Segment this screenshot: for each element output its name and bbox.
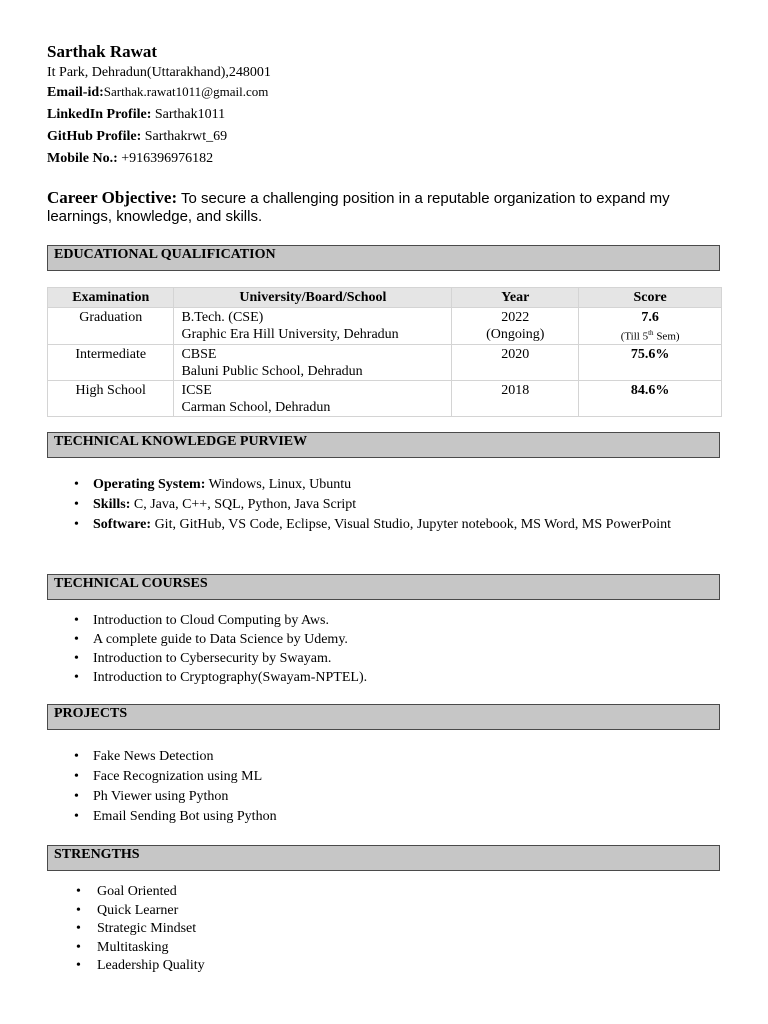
year-cell xyxy=(452,308,579,345)
email-label: Email-id: xyxy=(47,85,104,100)
section-title: TECHNICAL KNOWLEDGE PURVIEW xyxy=(54,434,308,449)
exam-cell: Graduation xyxy=(48,308,174,345)
item-text: Git, GitHub, VS Code, Eclipse, Visual Studio, Jupyter notebook, MS Word, MS PowerPoint xyxy=(151,517,672,532)
list-item: • Strategic Mindset xyxy=(47,920,687,939)
table-header-row xyxy=(48,288,722,308)
year-cell xyxy=(452,380,579,416)
score-note xyxy=(579,326,721,344)
score: 84.6% xyxy=(630,382,670,398)
item-text: C, Java, C++, SQL, Python, Java Script xyxy=(130,497,357,512)
linkedin-line xyxy=(47,107,225,123)
institution: Baluni Public School, Dehradun xyxy=(181,363,363,379)
objective-label: Career Objective: xyxy=(47,188,178,207)
year-note: (Ongoing) xyxy=(486,327,545,342)
degree: B.Tech. (CSE) xyxy=(181,310,264,325)
technical-list xyxy=(47,475,687,535)
table-row xyxy=(48,308,722,345)
column-header: University/Board/School xyxy=(174,288,452,308)
item-label: Operating System: xyxy=(93,477,206,492)
column-header: Examination xyxy=(48,288,174,308)
item-text: Windows, Linux, Ubuntu xyxy=(205,477,352,492)
list-item: • Quick Learner xyxy=(47,902,687,921)
section-title: EDUCATIONAL QUALIFICATION xyxy=(54,247,276,262)
list-item: • A complete guide to Data Science by Udemy. xyxy=(47,630,687,649)
email-value: Sarthak.rawat1011@gmail.com xyxy=(103,84,269,99)
github-value: Sarthakrwt_69 xyxy=(144,129,228,144)
list-item xyxy=(47,515,687,535)
address: It Park, Dehradun(Uttarakhand),248001 xyxy=(47,65,271,80)
career-objective xyxy=(47,189,727,226)
section-title: STRENGTHS xyxy=(54,847,140,862)
education-table xyxy=(47,287,722,417)
list-item: • Introduction to Cryptography(Swayam-NPTEL). xyxy=(47,668,687,687)
score-cell xyxy=(579,380,722,416)
email-line xyxy=(47,84,268,101)
item-label: Software: xyxy=(93,517,152,532)
section-title: PROJECTS xyxy=(54,706,128,721)
github-label: GitHub Profile: xyxy=(47,129,142,144)
column-header: Score xyxy=(579,288,722,308)
exam-cell: Intermediate xyxy=(48,344,174,380)
section-education xyxy=(47,245,720,271)
linkedin-value: Sarthak1011 xyxy=(154,107,226,122)
list-item: • Introduction to Cloud Computing by Aws. xyxy=(47,611,687,630)
score-cell xyxy=(579,308,722,345)
year: 2022 xyxy=(501,310,530,325)
institution: Graphic Era Hill University, Dehradun xyxy=(181,327,399,342)
section-title: TECHNICAL COURSES xyxy=(54,576,208,591)
list-item xyxy=(47,475,687,495)
candidate-name: Sarthak Rawat xyxy=(47,42,158,61)
section-projects xyxy=(47,704,720,730)
score: 75.6% xyxy=(630,346,670,362)
item-label: Skills: xyxy=(93,497,131,512)
linkedin-label: LinkedIn Profile: xyxy=(47,107,152,122)
score-note-sup: th xyxy=(648,329,654,337)
mobile-value: +916396976182 xyxy=(121,151,214,166)
list-item: • Email Sending Bot using Python xyxy=(47,807,687,827)
year-cell xyxy=(452,344,579,380)
score-note-text2: Sem) xyxy=(653,330,680,343)
list-item: • Multitasking xyxy=(47,939,687,958)
mobile-label: Mobile No.: xyxy=(47,151,118,166)
score: 7.6 xyxy=(641,310,659,325)
section-strengths xyxy=(47,845,720,871)
list-item: • Face Recognization using ML xyxy=(47,767,687,787)
section-courses xyxy=(47,574,720,600)
list-item: • Introduction to Cybersecurity by Swayam. xyxy=(47,649,687,668)
university-cell xyxy=(174,344,452,380)
year: 2018 xyxy=(501,382,530,398)
year: 2020 xyxy=(501,346,530,362)
table-row xyxy=(48,380,722,416)
github-line xyxy=(47,129,227,145)
list-item xyxy=(47,495,687,515)
list-item: • Goal Oriented xyxy=(47,883,687,902)
list-item: • Fake News Detection xyxy=(47,747,687,767)
courses-list xyxy=(47,611,687,687)
section-technical xyxy=(47,432,720,458)
mobile-line xyxy=(47,151,213,167)
score-cell xyxy=(579,344,722,380)
institution: Carman School, Dehradun xyxy=(181,399,331,415)
list-item: • Leadership Quality xyxy=(47,957,687,976)
objective-text: To secure a challenging position in a reputable organization to expand my learnings, knowledge, and skills. xyxy=(47,190,670,225)
column-header: Year xyxy=(452,288,579,308)
board: CBSE xyxy=(181,346,217,362)
table-row xyxy=(48,344,722,380)
exam-cell: High School xyxy=(48,380,174,416)
score-note-text: (Till 5 xyxy=(620,330,649,343)
board: ICSE xyxy=(181,382,212,398)
list-item: • Ph Viewer using Python xyxy=(47,787,687,807)
university-cell xyxy=(174,308,452,345)
university-cell xyxy=(174,380,452,416)
strengths-list xyxy=(47,883,687,976)
projects-list xyxy=(47,747,687,827)
